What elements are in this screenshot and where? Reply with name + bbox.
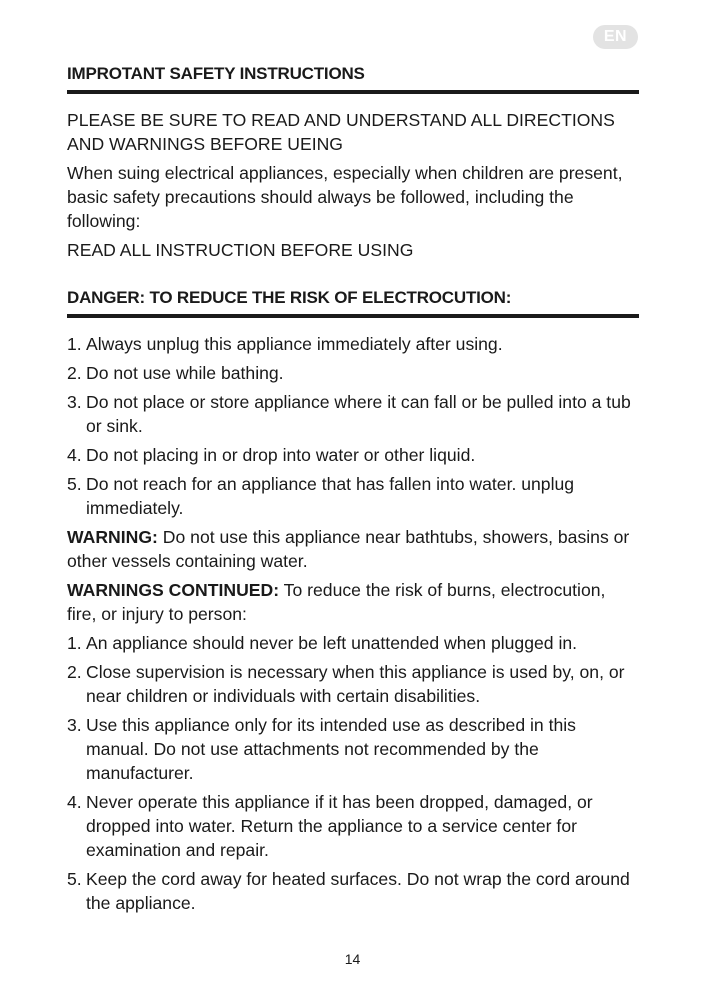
- item-number: 3.: [67, 392, 82, 412]
- item-text: Do not place or store appliance where it can fall or be pulled into a tub or sink.: [86, 392, 631, 436]
- warning-label: WARNING:: [67, 527, 158, 547]
- list-item: [67, 660, 639, 708]
- item-text: Use this appliance only for its intended use as described in this manual. Do not use attachments not recommended by the manufacturer.: [86, 715, 576, 783]
- safety-instructions: [67, 62, 639, 920]
- item-number: 4.: [67, 445, 82, 465]
- item-text: Do not use while bathing.: [86, 363, 284, 383]
- item-text: Do not placing in or drop into water or other liquid.: [86, 445, 476, 465]
- warning-text: Do not use this appliance near bathtubs, showers, basins or other vessels containing water.: [67, 527, 630, 571]
- item-number: 3.: [67, 715, 82, 735]
- page-title: IMPROTANT SAFETY INSTRUCTIONS: [67, 62, 639, 94]
- intro-paragraph-2: When suing electrical appliances, especially when children are present, basic safety precautions should always be followed, including the following:: [67, 163, 623, 231]
- intro-paragraph-3: READ ALL INSTRUCTION BEFORE USING: [67, 240, 414, 260]
- warnings-list: [67, 631, 639, 915]
- item-text: Never operate this appliance if it has been dropped, damaged, or dropped into water. Return the appliance to a service center for examination and repair.: [86, 792, 593, 860]
- item-text: Do not reach for an appliance that has fallen into water. unplug immediately.: [86, 474, 575, 518]
- list-item: [67, 713, 639, 785]
- item-text: Always unplug this appliance immediately after using.: [86, 334, 503, 354]
- list-item: [67, 790, 639, 862]
- warnings-continued-paragraph: [67, 578, 639, 626]
- danger-heading: DANGER: TO REDUCE THE RISK OF ELECTROCUTION:: [67, 286, 639, 318]
- list-item: [67, 867, 639, 915]
- list-item: [67, 390, 639, 438]
- warnings-continued-text: To reduce the risk of burns, electrocution, fire, or injury to person:: [67, 580, 606, 624]
- item-number: 5.: [67, 869, 82, 889]
- item-number: 1.: [67, 633, 82, 653]
- item-number: 2.: [67, 662, 82, 682]
- item-number: 2.: [67, 363, 82, 383]
- warnings-continued-label: WARNINGS CONTINUED:: [67, 580, 280, 600]
- item-number: 5.: [67, 474, 82, 494]
- list-item: [67, 472, 639, 520]
- list-item: [67, 361, 639, 385]
- page-number: 14: [344, 951, 361, 967]
- item-number: 4.: [67, 792, 82, 812]
- item-text: An appliance should never be left unattended when plugged in.: [86, 633, 578, 653]
- warning-paragraph: [67, 525, 639, 573]
- item-text: Close supervision is necessary when this appliance is used by, on, or near children or individuals with certain disabilities.: [86, 662, 625, 706]
- list-item: [67, 332, 639, 356]
- list-item: [67, 631, 639, 655]
- language-badge: EN: [593, 25, 638, 49]
- danger-list: [67, 332, 639, 520]
- item-number: 1.: [67, 334, 82, 354]
- intro-paragraph-1: PLEASE BE SURE TO READ AND UNDERSTAND ALL DIRECTIONS AND WARNINGS BEFORE UEING: [67, 110, 615, 154]
- list-item: [67, 443, 639, 467]
- item-text: Keep the cord away for heated surfaces. Do not wrap the cord around the appliance.: [86, 869, 630, 913]
